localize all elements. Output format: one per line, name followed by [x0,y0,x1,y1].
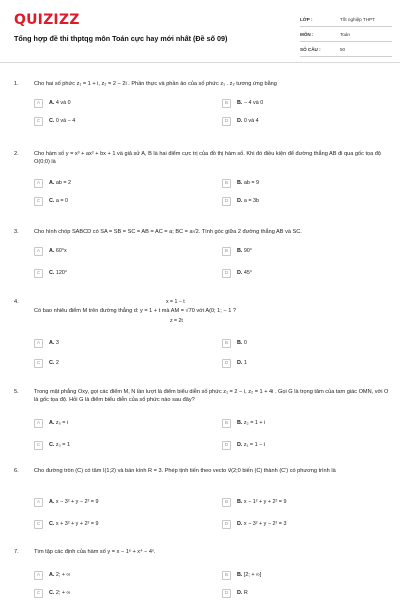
option-text: A. 4 và 0 [49,100,71,106]
question-number: 3. [14,229,19,235]
question-number: 4. [14,299,19,305]
option-box: C [34,197,43,206]
option-d[interactable] [222,358,390,368]
option-a[interactable] [34,497,202,507]
meta-value: Toán [340,31,350,37]
option-box: D [222,589,231,598]
option-box: B [222,339,231,348]
option-box: B [222,247,231,256]
question-6 [14,467,390,475]
option-text: A. 60°x [49,248,67,254]
option-box: D [222,520,231,529]
option-c[interactable] [34,358,202,368]
option-text: D. 45° [237,270,253,276]
formula-top: x = 1 − t [166,299,185,305]
option-box: C [34,117,43,126]
options-6 [34,497,390,537]
option-box: C [34,441,43,450]
meta-label: SỐ CÂU : [300,46,321,52]
option-text: D. a = 3b [237,198,260,204]
option-text: D. z₁ = 1 − i [237,442,265,448]
option-a[interactable] [34,98,202,108]
option-b[interactable] [222,497,390,507]
question-number: 5. [14,389,19,395]
option-box: A [34,179,43,188]
header-divider [0,62,400,63]
option-box: B [222,498,231,507]
question-number: 6. [14,468,19,474]
option-text: B. 90° [237,248,253,254]
option-text: B. ab = 9 [237,180,260,186]
question-3 [14,228,390,236]
option-box: A [34,571,43,580]
option-box: C [34,269,43,278]
meta-row-subject [300,27,392,42]
options-7 [34,570,390,600]
question-5 [14,388,390,404]
options-4 [34,338,390,376]
option-b[interactable] [222,338,390,348]
question-2 [14,150,390,166]
option-d[interactable] [222,196,390,206]
option-text: B. x − 1² + y + 2² = 9 [237,499,287,505]
options-2 [34,178,390,214]
question-text: Có bao nhiêu điểm M trên đường thẳng d: y = 1 + t mà AM = √70 với A(0; 1; − 1 ? [34,308,236,314]
question-text: Cho hàm số y = x³ + ax² + bx + 1 và giả sử A, B là hai điểm cực trị của đồ thị hàm số. Khi đó điều kiện để đường thẳng AB đi qua gốc tọa độ O(0;0) là [34,151,381,165]
option-a[interactable] [34,418,202,428]
option-box: D [222,117,231,126]
option-text: D. x − 3² + y − 2² = 3 [237,521,287,527]
option-b[interactable] [222,418,390,428]
option-a[interactable] [34,338,202,348]
option-box: A [34,498,43,507]
option-b[interactable] [222,98,390,108]
option-c[interactable] [34,196,202,206]
options-5 [34,418,390,458]
option-c[interactable] [34,116,202,126]
meta-row-grade [300,12,392,27]
option-box: A [34,419,43,428]
question-text: Trong mặt phẳng Oxy, gọi các điểm M, N lần lượt là điểm biểu diễn số phức z₁ = 2 − i, z₂ = 1 + 4i . Gọi G là trọng tâm của tam giác OMN, với O là gốc tọa độ. Hỏi G là điểm biểu diễn của số phức nào sau đây? [34,389,389,403]
question-number: 1. [14,81,19,87]
option-text: B. z₂ = 1 + i [237,420,266,426]
option-text: C. 2; + ∞ [49,590,71,596]
option-b[interactable] [222,570,390,580]
meta-label: MÔN : [300,31,314,37]
option-box: B [222,99,231,108]
option-text: B. 0 [237,340,247,346]
option-text: A. z₅ = i [49,420,69,426]
question-1 [14,80,390,88]
option-b[interactable] [222,178,390,188]
question-4 [14,298,390,324]
option-c[interactable] [34,519,202,529]
question-text: Cho hai số phức z₁ = 1 + i, z₂ = 2 − 2i . Phần thực và phần ảo của số phức z₁ . z₂ tương ứng bằng [34,81,277,87]
option-text: C. a = 0 [49,198,69,204]
option-box: B [222,179,231,188]
document-title: Tổng hợp đề thi thptqg môn Toán cực hay mới nhất (Đề số 09) [14,34,228,43]
option-box: D [222,269,231,278]
meta-label: LỚP : [300,16,313,22]
option-text: D. 0 và 4 [237,118,259,124]
question-text: Tìm tập các định của hàm số y = x − 1ᵉ + x⁴ − 4ˣ. [34,549,156,555]
option-box: B [222,571,231,580]
option-text: C. z₃ = 1 [49,442,70,448]
option-d[interactable] [222,519,390,529]
option-box: D [222,441,231,450]
option-text: D. 1 [237,360,247,366]
question-number: 2. [14,151,19,157]
question-text: Cho đường tròn (C) có tâm I(1;2) và bán kính R = 3. Phép tịnh tiến theo vecto v⃗(2;0 biến (C) thành (C') có phương trình là [34,468,336,474]
option-text: C. 0 và − 4 [49,118,76,124]
meta-value: 50 [340,46,346,52]
option-text: C. 2 [49,360,59,366]
options-1 [34,98,390,134]
logo: QUIZIZZ [14,12,80,28]
options-3 [34,246,390,286]
option-box: D [222,197,231,206]
option-a[interactable] [34,178,202,188]
option-box: A [34,339,43,348]
question-number: 7. [14,549,19,555]
option-text: A. 2; + ∞ [49,572,71,578]
option-text: C. 120° [49,270,68,276]
option-text: A. 3 [49,340,59,346]
option-box: C [34,520,43,529]
option-text: C. x + 3² + y + 2² = 9 [49,521,99,527]
option-box: D [222,359,231,368]
option-text: A. x − 3² + y − 2² = 9 [49,499,99,505]
option-d[interactable] [222,588,390,598]
meta-row-count [300,42,392,57]
option-text: A. ab = 2 [49,180,72,186]
option-d[interactable] [222,268,390,278]
question-text: Cho hình chóp SABCD có SA = SB = SC = AB = AC = a; BC = a√2. Tính góc giữa 2 đường thẳng AB và SC. [34,229,302,235]
option-a[interactable] [34,246,202,256]
option-c[interactable] [34,588,202,598]
option-text: B. − 4 và 0 [237,100,264,106]
option-text: D. R [237,590,248,596]
meta-value: Tốt nghiệp THPT [340,16,375,22]
option-d[interactable] [222,440,390,450]
option-box: C [34,589,43,598]
option-b[interactable] [222,246,390,256]
option-d[interactable] [222,116,390,126]
option-c[interactable] [34,440,202,450]
option-text: B. [2; + ∞] [237,572,262,578]
question-7 [14,548,390,556]
option-box: A [34,247,43,256]
option-box: C [34,359,43,368]
option-box: A [34,99,43,108]
option-a[interactable] [34,570,202,580]
option-c[interactable] [34,268,202,278]
formula-bottom: z = 2t [170,318,183,324]
option-box: B [222,419,231,428]
meta-table [300,12,392,57]
